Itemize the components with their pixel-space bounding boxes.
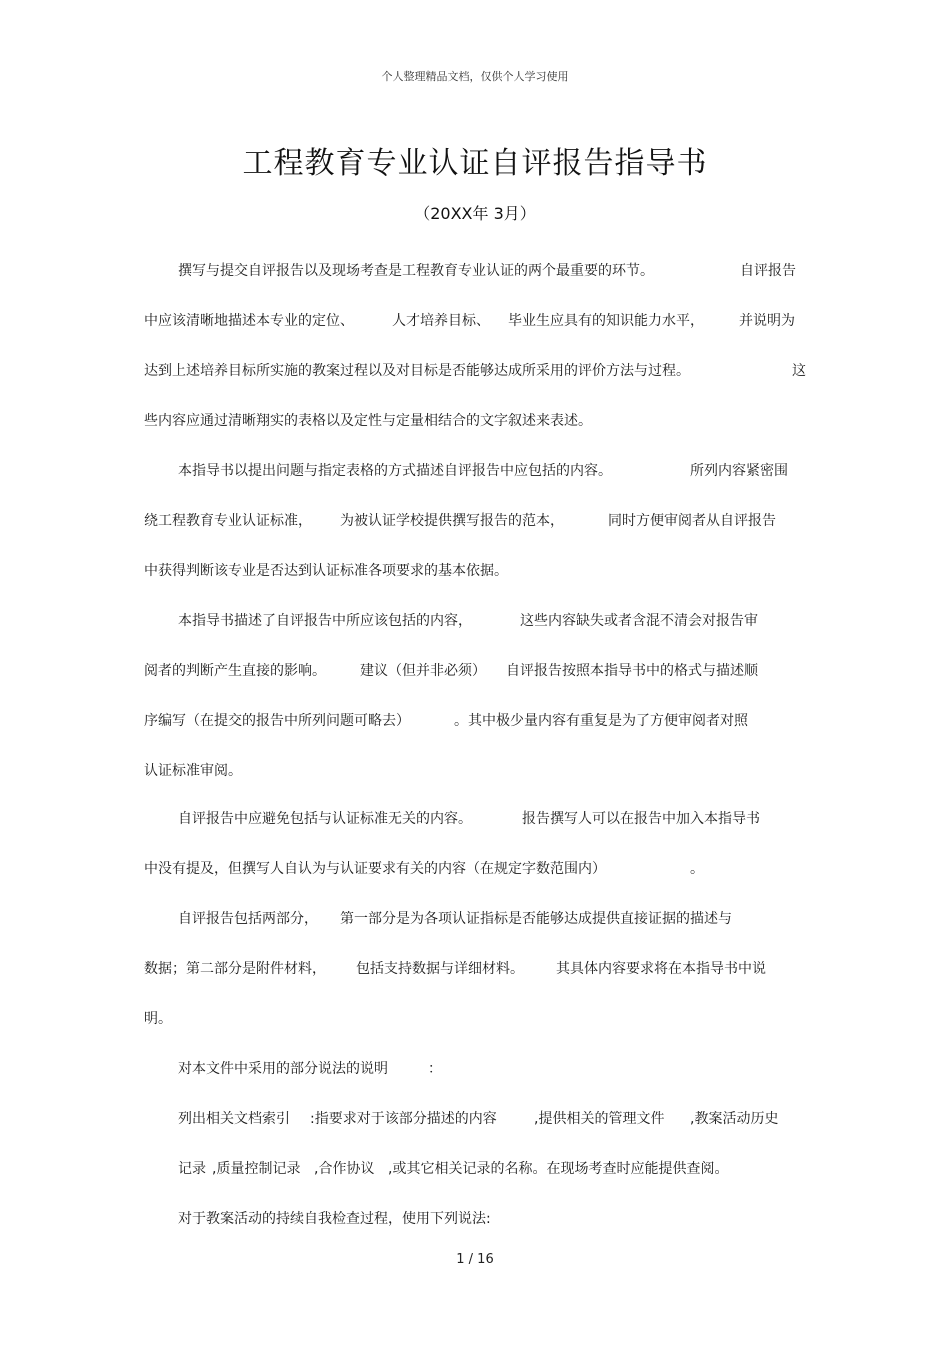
document-title: 工程教育专业认证自评报告指导书 (242, 146, 708, 181)
text-line: 这 (792, 363, 806, 379)
text-line: 所列内容紧密围 (690, 463, 788, 479)
text-line: :指要求对于该部分描述的内容 (310, 1111, 497, 1127)
text-line: 列出相关文档索引 (178, 1111, 290, 1127)
text-line: 。其中极少量内容有重复是为了方便审阅者对照 (454, 713, 748, 729)
text-line: ,合作协议 (314, 1161, 375, 1177)
text-line: 阅者的判断产生直接的影响。 (144, 663, 326, 679)
text-line: 第一部分是为各项认证指标是否能够达成提供直接证据的描述与 (340, 911, 732, 927)
text-line: 中应该清晰地描述本专业的定位、 (144, 313, 354, 329)
text-line: 对于教案活动的持续自我检查过程，使用下列说法: (178, 1211, 491, 1227)
text-line: 明。 (144, 1011, 172, 1027)
text-line: 数据；第二部分是附件材料， (144, 961, 326, 977)
text-line: 自评报告包括两部分， (178, 911, 318, 927)
text-line: 绕工程教育专业认证标准， (144, 513, 312, 529)
text-line: 这些内容缺失或者含混不清会对报告审 (520, 613, 758, 629)
document-date: （20XX年 3月） (414, 204, 536, 223)
page-header: 个人整理精品文档，仅供个人学习使用 (381, 70, 569, 83)
text-line: 本指导书以提出问题与指定表格的方式描述自评报告中应包括的内容。 (178, 463, 612, 479)
text-line: 中没有提及，但撰写人自认为与认证要求有关的内容（在规定字数范围内） (144, 861, 606, 877)
text-line: 自评报告 (740, 263, 796, 279)
text-line: 包括支持数据与详细材料。 (356, 961, 524, 977)
text-line: ,质量控制记录 (212, 1161, 301, 1177)
text-line: 序编写（在提交的报告中所列问题可略去） (144, 713, 410, 729)
text-line: 达到上述培养目标所实施的教案过程以及对目标是否能够达成所采用的评价方法与过程。 (144, 363, 690, 379)
page-number: 1 / 16 (456, 1252, 494, 1267)
text-line: ,提供相关的管理文件 (534, 1111, 665, 1127)
text-line: 建议（但并非必须） (360, 663, 486, 679)
text-line: 报告撰写人可以在报告中加入本指导书 (522, 811, 760, 827)
text-line: ： (428, 1061, 442, 1077)
text-line: ,教案活动历史 (690, 1111, 779, 1127)
text-line: 其具体内容要求将在本指导书中说 (556, 961, 766, 977)
text-line: 认证标准审阅。 (144, 763, 242, 779)
text-line: 人才培养目标、 (392, 313, 490, 329)
text-line: 些内容应通过清晰翔实的表格以及定性与定量相结合的文字叙述来表述。 (144, 413, 592, 429)
text-line: ,或其它相关记录的名称。在现场考查时应能提供查阅。 (388, 1161, 729, 1177)
text-line: 。 (690, 861, 704, 877)
text-line: 自评报告中应避免包括与认证标准无关的内容。 (178, 811, 472, 827)
text-line: 对本文件中采用的部分说法的说明 (178, 1061, 388, 1077)
text-line: 毕业生应具有的知识能力水平， (508, 313, 704, 329)
text-line: 并说明为 (739, 313, 795, 329)
text-line: 撰写与提交自评报告以及现场考查是工程教育专业认证的两个最重要的环节。 (178, 263, 654, 279)
text-line: 自评报告按照本指导书中的格式与描述顺 (506, 663, 758, 679)
text-line: 同时方便审阅者从自评报告 (608, 513, 776, 529)
text-line: 为被认证学校提供撰写报告的范本， (340, 513, 564, 529)
text-line: 中获得判断该专业是否达到认证标准各项要求的基本依据。 (144, 563, 508, 579)
text-line: 本指导书描述了自评报告中所应该包括的内容， (178, 613, 472, 629)
text-line: 记录 (178, 1161, 206, 1177)
